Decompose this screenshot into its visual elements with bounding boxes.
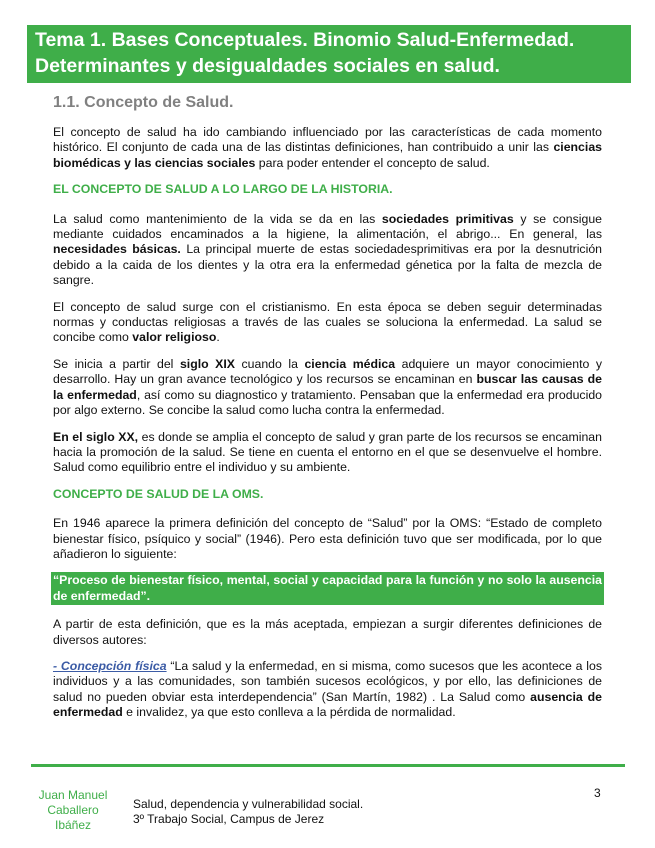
title-line-2: Determinantes y desigualdades sociales en salud.: [35, 55, 500, 77]
oms-quote-box: “Proceso de bienestar físico, mental, social y capacidad para la función y no solo la ausencia de enfermedad”.: [51, 572, 604, 605]
page-content: [53, 125, 602, 732]
author-line-3: Ibáñez: [54, 818, 92, 832]
section-heading: 1.1. Concepto de Salud.: [53, 94, 234, 111]
history-p1-bold-2: necesidades básicas.: [53, 242, 181, 257]
history-p1-bold-1: sociedades primitivas: [381, 211, 514, 226]
intro-paragraph: [53, 125, 602, 171]
page-number: 3: [594, 786, 601, 800]
history-p3-bold-1: siglo XIX: [179, 356, 235, 371]
history-p1-text-3: La principal muerte de estas sociedadesprimitivas era por la desnutrición debido a la caida de los dientes y la otra era la enfermedad génetica por la falta de mezcla de sangre.: [53, 242, 602, 288]
title-line-1: Tema 1. Bases Conceptuales. Binomio Salud-Enfermedad.: [35, 29, 575, 51]
history-paragraph-2: [53, 300, 602, 346]
history-p2-text-1: El concepto de salud surge con el cristianismo. En esta época se deben seguir determinadas normas y conductas religiosas a través de las cuales se soluciona la enfermedad. La salud se concibe como: [53, 299, 602, 345]
history-p3-bold-3: buscar las causas de la enfermedad: [53, 372, 602, 402]
intro-text-1: El concepto de salud ha ido cambiando influenciado por las características de cada momento histórico. El conjunto de cada una de las distintas definiciones, han contribuido a unir las: [53, 125, 602, 155]
concepcion-paragraph: [53, 659, 602, 721]
history-p2-bold-1: valor religioso: [132, 330, 217, 345]
concepcion-fisica-label: - Concepción física: [53, 658, 167, 673]
history-p4-bold-1: En el siglo XX,: [53, 429, 139, 444]
history-p3-text-3: adquiere un mayor conocimiento y desarrollo. Hay un gran avance tecnológico y los recursos se encaminan en: [53, 356, 602, 387]
history-heading: EL CONCEPTO DE SALUD A LO LARGO DE LA HISTORIA.: [53, 182, 393, 197]
history-p2-text-2: .: [216, 330, 220, 345]
intro-bold-1: ciencias biomédicas y las ciencias sociales: [53, 140, 602, 170]
title-banner: [27, 25, 631, 83]
oms-paragraph-2: A partir de esta definición, que es la más aceptada, empiezan a surgir diferentes definiciones de diversos autores:: [53, 617, 602, 647]
author-line-2: Caballero: [47, 803, 99, 817]
history-p4-text-1: es donde se amplia el concepto de salud y gran parte de los recursos se encaminan hacia la promoción de la salud. Se tiene en cuenta el entorno en el que se desenvuelve el hombre. Salud como equilibrio entre el individuo y su ambiente.: [53, 429, 602, 475]
history-paragraph-4: [53, 430, 602, 476]
concepcion-text-2: e invalidez, ya que esto conlleva a la pérdida de normalidad.: [122, 705, 456, 720]
history-p1-text-1: La salud como mantenimiento de la vida se da en las: [53, 211, 382, 226]
history-p3-bold-2: ciencia médica: [304, 356, 396, 371]
oms-heading: CONCEPTO DE SALUD DE LA OMS.: [53, 486, 264, 501]
footer-course-block: [133, 797, 363, 827]
footer-course-line-1: Salud, dependencia y vulnerabilidad social.: [133, 797, 364, 811]
oms-paragraph-1: En 1946 aparece la primera definición del concepto de “Salud” por la OMS: “Estado de completo bienestar físico, psíquico y social” (1946). Pero esta definición tuvo que ser modificada, por lo que añadieron lo siguiente:: [53, 516, 602, 561]
history-paragraph-3: [53, 357, 602, 419]
author-line-1: Juan Manuel: [38, 788, 108, 802]
concepcion-text-1: “La salud y la enfermedad, en si misma, como sucesos que les acontece a los individuos y a las comunidades, son también sucesos ecológicos, y por ello, las definiciones de salud no pueden obviar esta interdependencia” (San Martín, 1982) . La Salud como: [53, 658, 602, 704]
author-block: [28, 788, 118, 833]
concepcion-bold-1: ausencia de enfermedad: [53, 689, 602, 720]
intro-text-2: para poder entender el concepto de salud.: [255, 155, 490, 170]
history-p3-text-4: , así como su diagnostico y tratamiento. Pensaban que la enfermedad era producido por algo externo. Se concibe la salud como lucha contra la enfermedad.: [53, 387, 602, 418]
history-p3-text-1: Se inicia a partir del: [53, 356, 180, 371]
history-paragraph-1: [53, 212, 602, 289]
history-p3-text-2: cuando la: [234, 356, 305, 371]
footer-divider: [31, 764, 625, 767]
history-p1-text-2: y se consigue mediante cuidados encaminados a la higiene, la alimentación, el abrigo... En general, las: [53, 211, 603, 242]
footer-course-line-2: 3º Trabajo Social, Campus de Jerez: [133, 812, 325, 826]
